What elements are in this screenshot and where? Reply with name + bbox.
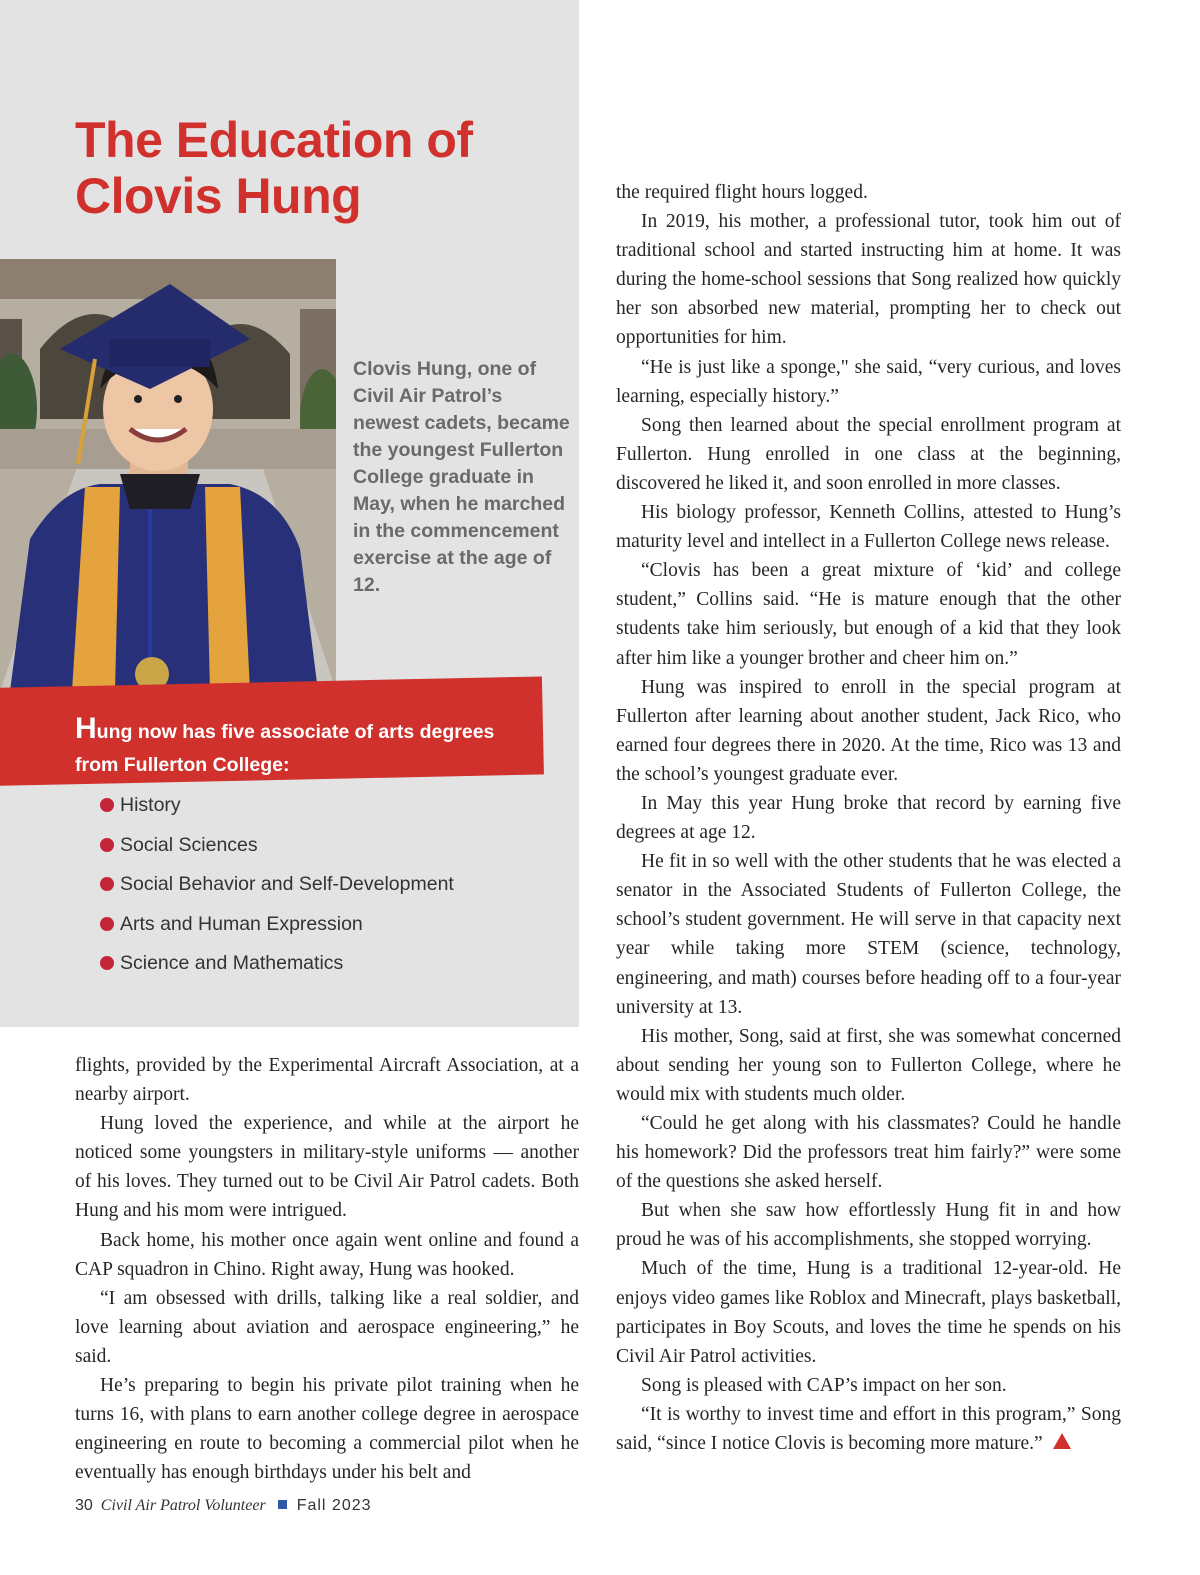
page-number: 30: [75, 1497, 93, 1514]
end-mark-triangle-icon: [1053, 1433, 1071, 1449]
page-footer: [75, 1497, 372, 1515]
bullet-icon: [100, 956, 114, 970]
sidebar-intro-text: ung now has five associate of arts degrees from Fullerton College:: [75, 721, 495, 776]
bullet-icon: [100, 798, 114, 812]
list-item: [100, 905, 454, 945]
paragraph: Much of the time, Hung is a traditional 12-year-old. He enjoys video games like Roblox and Minecraft, plays basketball, participates in Boy Scouts, and loves the time he spends on his Civil Air Patrol activities.: [616, 1258, 1121, 1367]
paragraph: the required flight hours logged.: [616, 182, 868, 203]
paragraph: In May this year Hung broke that record by earning five degrees at age 12.: [616, 792, 1121, 844]
final-paragraph-text: “It is worthy to invest time and effort in this program,” Song said, “since I notice Clovis is becoming more mature.”: [616, 1403, 1121, 1455]
paragraph: Hung loved the experience, and while at the airport he noticed some youngsters in military-style uniforms — another of his loves. They turned out to be Civil Air Patrol cadets. Both Hung and his mom were intrigued.: [75, 1113, 579, 1222]
square-separator-icon: [278, 1500, 287, 1509]
sidebar-dropcap: H: [75, 712, 97, 745]
degree-label: Arts and Human Expression: [120, 912, 363, 935]
article-title: [75, 112, 473, 224]
degree-label: Social Sciences: [120, 833, 258, 856]
publication-name: Civil Air Patrol Volunteer: [100, 1497, 266, 1514]
photo-caption: Clovis Hung, one of Civil Air Patrol’s newest cadets, became the youngest Fullerton College graduate in May, when he marched in the commencement exercise at the age of 12.: [353, 358, 570, 596]
sidebar-intro: [75, 712, 535, 782]
degree-label: Science and Mathematics: [120, 952, 344, 974]
paragraph: Song then learned about the special enrollment program at Fullerton. Hung enrolled in one class at the beginning, discovered he liked it, and soon enrolled in more classes.: [616, 414, 1121, 494]
list-item: [100, 786, 454, 826]
paragraph: “Clovis has been a great mixture of ‘kid’ and college student,” Collins said. “He is mature enough that the other students take him seriously, but enough of a kid that they look after him like a younger brother and cheer him on.”: [616, 560, 1121, 669]
issue-label: Fall 2023: [296, 1497, 372, 1514]
paragraph-final: [616, 1400, 1121, 1458]
bullet-icon: [100, 838, 114, 852]
list-item: [100, 865, 454, 905]
degree-label: History: [120, 794, 181, 816]
paragraph: Back home, his mother once again went online and found a CAP squadron in Chino. Right away, Hung was hooked.: [75, 1229, 579, 1280]
graduation-photo: [0, 259, 336, 691]
list-item: [100, 944, 454, 984]
title-line-1: The Education of: [75, 112, 473, 168]
paragraph: His biology professor, Kenneth Collins, attested to Hung’s maturity level and intellect in a Fullerton College news release.: [616, 502, 1121, 553]
paragraph: In 2019, his mother, a professional tutor, took him out of traditional school and started instructing him at home. It was during the home-school sessions that Song realized how quickly her son absorbed new material, prompting her to check out opportunities for him.: [616, 211, 1121, 349]
body-column-right: [616, 178, 1121, 1458]
bullet-icon: [100, 877, 114, 891]
title-line-2: Clovis Hung: [75, 168, 362, 224]
degree-list: [100, 786, 454, 984]
paragraph: Hung was inspired to enroll in the special program at Fullerton after learning about another student, Jack Rico, who earned four degrees there in 2020. At the time, Rico was 13 and the school’s youngest graduate ever.: [616, 676, 1121, 785]
paragraph: He’s preparing to begin his private pilot training when he turns 16, with plans to earn another college degree in aerospace engineering en route to becoming a commercial pilot when he eventually has enough birthdays under his belt and: [75, 1375, 579, 1484]
bullet-icon: [100, 917, 114, 931]
paragraph: His mother, Song, said at first, she was somewhat concerned about sending her young son to Fullerton College, where he would mix with students much older.: [616, 1025, 1121, 1105]
paragraph: “He is just like a sponge," she said, “very curious, and loves learning, especially history.”: [616, 356, 1121, 407]
paragraph: He fit in so well with the other students that he was elected a senator in the Associated Students of Fullerton College, the school’s student government. He will serve in that capacity next year while taking more STEM (science, technology, engineering, and math) courses before heading off to a four-year university at 13.: [616, 851, 1121, 1018]
paragraph: “I am obsessed with drills, talking like a real soldier, and love learning about aviation and aerospace engineering,” he said.: [75, 1287, 579, 1367]
paragraph: flights, provided by the Experimental Aircraft Association, at a nearby airport.: [75, 1055, 579, 1106]
paragraph: Song is pleased with CAP’s impact on her son.: [641, 1374, 1007, 1396]
list-item: [100, 826, 454, 866]
paragraph: “Could he get along with his classmates? Could he handle his homework? Did the professors treat him fairly?” were some of the questions she asked herself.: [616, 1113, 1121, 1193]
body-column-left: [75, 1051, 579, 1487]
paragraph: But when she saw how effortlessly Hung fit in and how proud he was of his accomplishments, she stopped worrying.: [616, 1200, 1121, 1251]
degree-label: Social Behavior and Self-Development: [120, 873, 454, 895]
